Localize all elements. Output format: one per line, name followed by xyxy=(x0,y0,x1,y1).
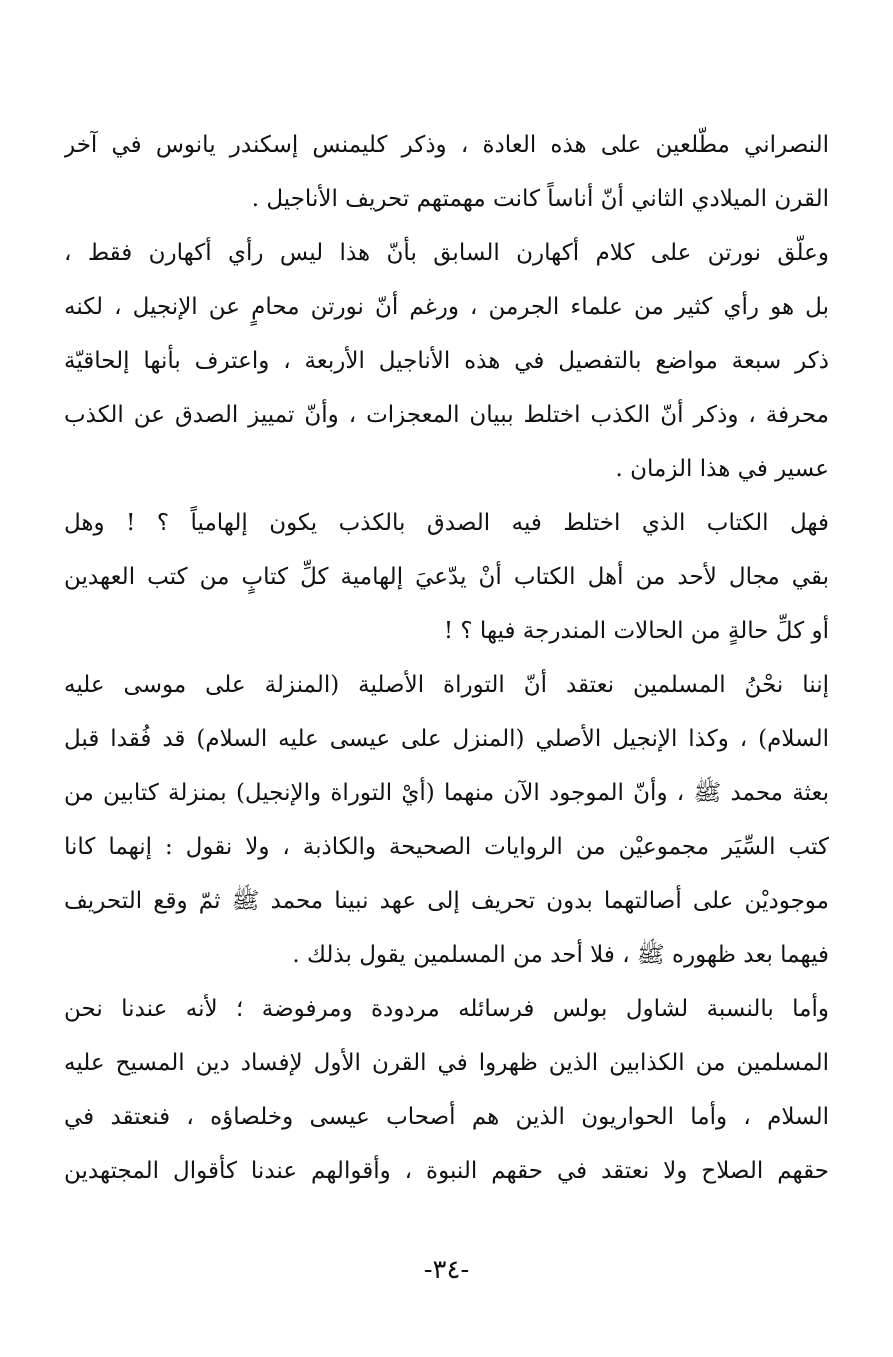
text-line: بل هو رأي كثير من علماء الجرمن ، ورغم أنّ نورتن محامٍ عن الإنجيل ، لكنه xyxy=(64,294,829,320)
text-line: المسلمين من الكذابين الذين ظهروا في القرن الأول لإفساد دين المسيح عليه xyxy=(64,1050,829,1076)
page-number: -٣٤- xyxy=(423,1255,470,1285)
text-line: بعثة محمد ﷺ ، وأنّ الموجود الآن منهما (أيْ التوراة والإنجيل) بمنزلة كتابين من xyxy=(64,780,829,806)
text-line: ذكر سبعة مواضع بالتفصيل في هذه الأناجيل الأربعة ، واعترف بأنها إلحاقيّة xyxy=(64,348,829,374)
text-line: القرن الميلادي الثاني أنّ أناساً كانت مهمتهم تحريف الأناجيل . xyxy=(251,186,829,212)
text-line: كتب السِّيَر مجموعيْن من الروايات الصحيحة والكاذبة ، ولا نقول : إنهما كانا xyxy=(64,834,829,860)
text-line: فهل الكتاب الذي اختلط فيه الصدق بالكذب يكون إلهامياً ؟ ! وهل xyxy=(64,510,829,536)
text-line: وعلّق نورتن على كلام أكهارن السابق بأنّ هذا ليس رأي أكهارن فقط ، xyxy=(64,240,829,266)
text-line: السلام) ، وكذا الإنجيل الأصلي (المنزل على عيسى عليه السلام) قد فُقدا قبل xyxy=(64,726,829,752)
text-line: عسير في هذا الزمان . xyxy=(615,456,829,482)
text-line: فيهما بعد ظهوره ﷺ ، فلا أحد من المسلمين يقول بذلك . xyxy=(292,942,829,968)
text-line: النصراني مطّلعين على هذه العادة ، وذكر كليمنس إسكندر يانوس في آخر xyxy=(64,132,829,158)
text-line: وأما بالنسبة لشاول بولس فرسائله مردودة ومرفوضة ؛ لأنه عندنا نحن xyxy=(64,996,829,1022)
body-text xyxy=(64,118,829,1198)
text-line: السلام ، وأما الحواريون الذين هم أصحاب عيسى وخلصاؤه ، فنعتقد في xyxy=(64,1104,829,1130)
text-line: موجوديْن على أصالتهما بدون تحريف إلى عهد نبينا محمد ﷺ ثمّ وقع التحريف xyxy=(64,888,829,914)
text-line: حقهم الصلاح ولا نعتقد في حقهم النبوة ، وأقوالهم عندنا كأقوال المجتهدين xyxy=(64,1158,829,1184)
text-line: بقي مجال لأحد من أهل الكتاب أنْ يدّعيَ إلهامية كلِّ كتابٍ من كتب العهدين xyxy=(64,564,829,590)
text-line: إننا نحْنُ المسلمين نعتقد أنّ التوراة الأصلية (المنزلة على موسى عليه xyxy=(64,672,829,698)
text-line: أو كلِّ حالةٍ من الحالات المندرجة فيها ؟ ! xyxy=(443,618,829,644)
text-line: محرفة ، وذكر أنّ الكذب اختلط ببيان المعجزات ، وأنّ تمييز الصدق عن الكذب xyxy=(64,402,829,428)
